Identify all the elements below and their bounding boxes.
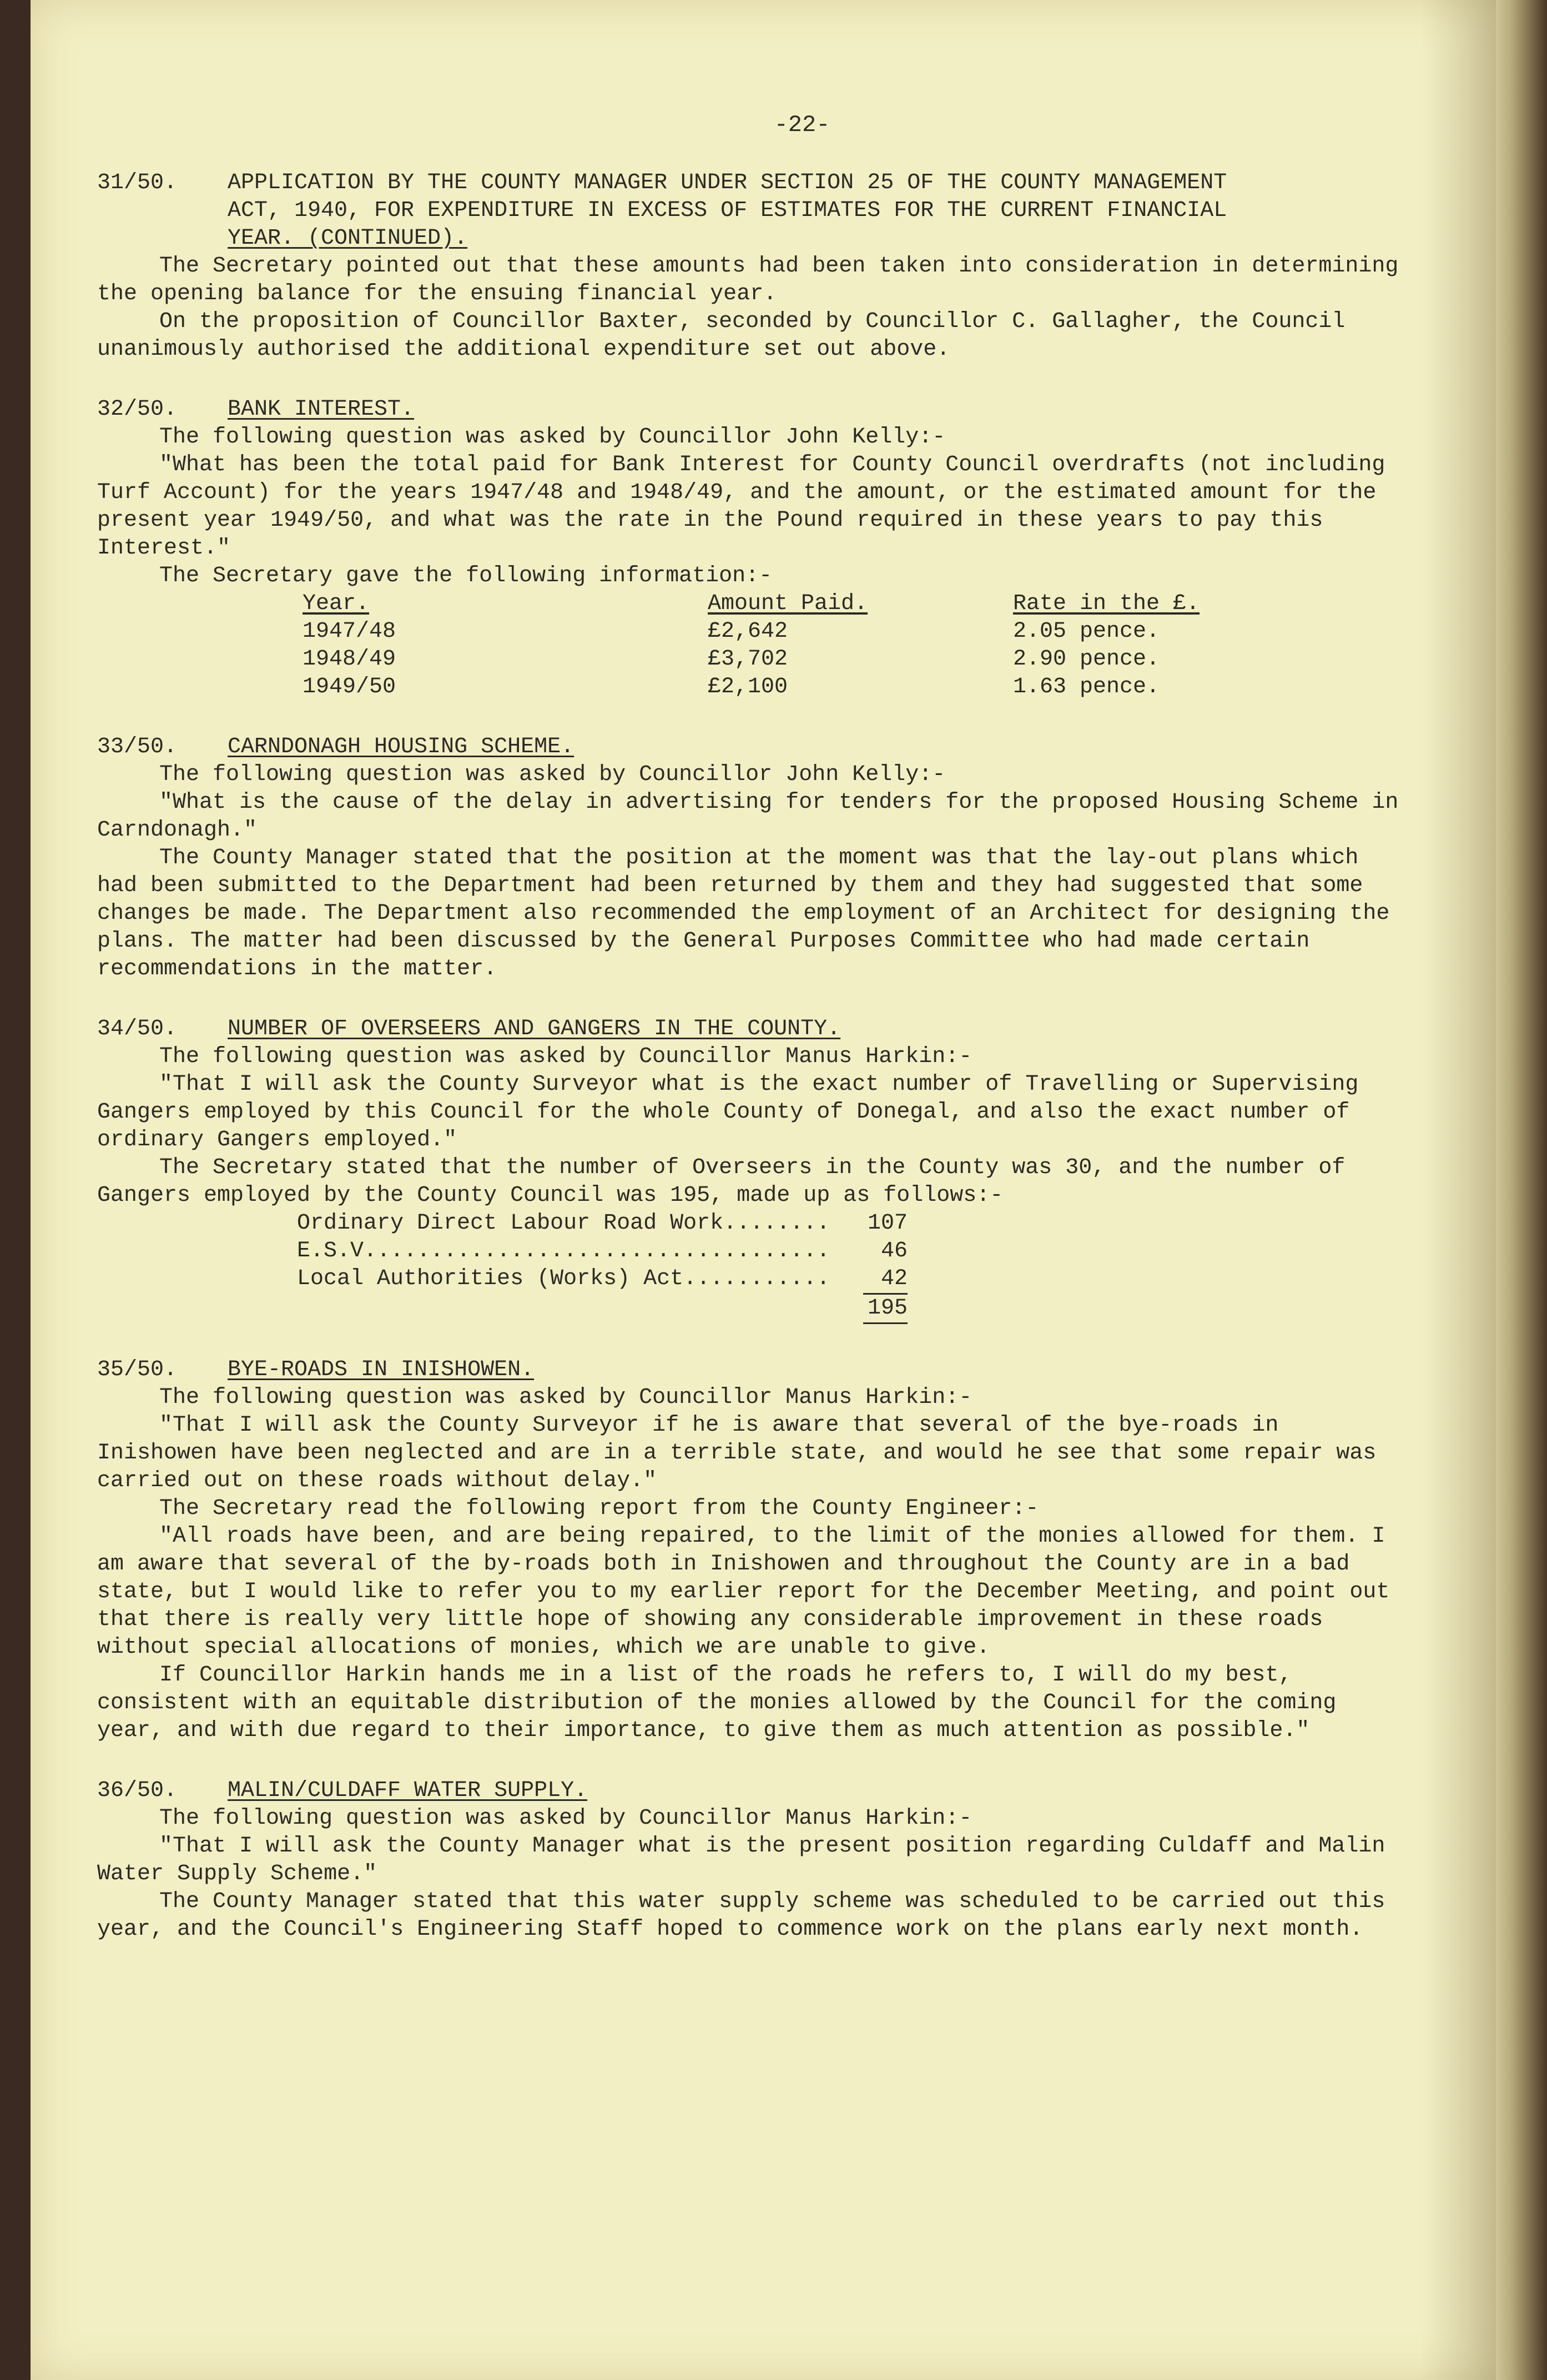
breakdown-label: E.S.V................................... (297, 1239, 830, 1264)
table-cell: £2,642 (708, 619, 788, 644)
paragraph: The County Manager stated that this water supply scheme was scheduled to be carried out this year, and the Council's Engineering Staff hoped to commence work on the plans early next month. (97, 1889, 1385, 1942)
quoted-question: "That I will ask the County Surveyor what is the exact number of Travelling or Supervising Gangers employed by this Council for the whole County of Donegal, and also the exact number of ordinary Gangers employed." (97, 1072, 1359, 1153)
item-title-line: APPLICATION BY THE COUNTY MANAGER UNDER SECTION 25 OF THE COUNTY MANAGEMENT (228, 170, 1227, 195)
item-title: BANK INTEREST. (228, 397, 415, 422)
item-title: NUMBER OF OVERSEERS AND GANGERS IN THE COUNTY. (228, 1017, 841, 1041)
table-cell: 1948/49 (303, 647, 396, 672)
item-32-50 (97, 396, 1407, 701)
item-number: 31/50. (97, 170, 178, 195)
item-34-50 (97, 1015, 1407, 1324)
paragraph: The following question was asked by Councillor John Kelly:- (159, 425, 946, 450)
quoted-question: "That I will ask the County Surveyor if he is aware that several of the bye-roads in Inishowen have been neglected and are in a terrible state, and would he see that some repair was carried out on these roads without delay." (97, 1413, 1377, 1493)
binding-shadow (1421, 0, 1496, 2380)
table-header: Year. (303, 591, 370, 616)
list-item (297, 1293, 1407, 1324)
item-title: MALIN/CULDAFF WATER SUPPLY. (228, 1778, 588, 1803)
bank-interest-table (303, 590, 1235, 701)
table-cell: £3,702 (708, 647, 788, 672)
table-header: Rate in the £. (1013, 591, 1200, 616)
item-35-50 (97, 1356, 1407, 1745)
breakdown-total: 195 (863, 1293, 908, 1324)
minutes-content (97, 111, 1407, 1976)
paragraph: The Secretary gave the following information:- (159, 563, 773, 588)
table-cell: 2.05 pence. (1013, 619, 1160, 644)
engineer-report: If Councillor Harkin hands me in a list of the roads he refers to, I will do my best, consistent with an equitable distribution of the monies allowed by the Council for the coming year, and with due regard to their importance, to give them as much attention as possible." (97, 1663, 1337, 1743)
breakdown-value: 107 (867, 1211, 908, 1236)
engineer-report: "All roads have been, and are being repaired, to the limit of the monies allowed for them. I am aware that several of the by-roads both in Inishowen and throughout the County are in a bad state, but I would like to refer you to my earlier report for the December Meeting, and point out that there is really very little hope of showing any considerable improvement in these roads without special allocations of monies, which we are unable to give. (97, 1524, 1390, 1660)
item-33-50 (97, 733, 1407, 983)
item-number: 32/50. (97, 397, 178, 422)
table-cell: 1.63 pence. (1013, 675, 1160, 700)
item-number: 33/50. (97, 734, 178, 759)
page-number: -22- (774, 112, 830, 138)
item-title: BYE-ROADS IN INISHOWEN. (228, 1357, 535, 1382)
paragraph: The Secretary stated that the number of Overseers in the County was 30, and the number of Gangers employed by the County Council was 195, made up as follows:- (97, 1155, 1346, 1208)
paragraph: The following question was asked by Councillor Manus Harkin:- (159, 1044, 972, 1069)
item-number: 35/50. (97, 1357, 178, 1382)
list-item (297, 1210, 1407, 1237)
item-title-line: YEAR. (CONTINUED). (228, 226, 468, 251)
paragraph: The County Manager stated that the position at the moment was that the lay-out plans which had been submitted to the Department had been returned by them and they had suggested that some changes be made. The Department also recommended the employment of an Architect for designing the plans. The matter had been discussed by the General Purposes Committee who had made certain recommendations in the matter. (97, 846, 1390, 982)
table-header: Amount Paid. (708, 591, 868, 616)
quoted-question: "What has been the total paid for Bank Interest for County Council overdrafts (not including Turf Account) for the years 1947/48 and 1948/49, and the amount, or the estimated amount for the present year 1949/50, and what was the rate in the Pound required in these years to pay this Interest." (97, 452, 1385, 561)
item-number: 36/50. (97, 1778, 178, 1803)
item-number: 34/50. (97, 1017, 178, 1041)
item-title: CARNDONAGH HOUSING SCHEME. (228, 734, 575, 759)
item-title-line: ACT, 1940, FOR EXPENDITURE IN EXCESS OF ESTIMATES FOR THE CURRENT FINANCIAL (228, 198, 1227, 223)
quoted-question: "That I will ask the County Manager what is the present position regarding Culdaff and Malin Water Supply Scheme." (97, 1834, 1385, 1886)
table-row (303, 618, 1235, 646)
breakdown-label: Ordinary Direct Labour Road Work........ (297, 1211, 830, 1236)
breakdown-value: 46 (880, 1239, 908, 1264)
paragraph: The following question was asked by Councillor Manus Harkin:- (159, 1806, 972, 1831)
paragraph: The following question was asked by Councillor John Kelly:- (159, 762, 946, 787)
table-cell: 1949/50 (303, 675, 396, 700)
page-edges (1496, 0, 1547, 2380)
table-cell: £2,100 (708, 675, 788, 700)
table-row (303, 646, 1235, 673)
paragraph: On the proposition of Councillor Baxter, seconded by Councillor C. Gallagher, the Council unanimously authorised the additional expenditure set out above. (97, 309, 1346, 362)
paragraph: The following question was asked by Councillor Manus Harkin:- (159, 1385, 972, 1410)
table-cell: 2.90 pence. (1013, 647, 1160, 672)
list-item (297, 1237, 1407, 1265)
table-row (303, 673, 1235, 701)
item-31-50 (97, 169, 1407, 364)
breakdown-label: Local Authorities (Works) Act........... (297, 1266, 830, 1291)
item-36-50 (97, 1777, 1407, 1944)
gangers-breakdown (297, 1210, 1407, 1324)
quoted-question: "What is the cause of the delay in advertising for tenders for the proposed Housing Scheme in Carndonagh." (97, 790, 1399, 843)
list-item (297, 1265, 1407, 1293)
paragraph: The Secretary pointed out that these amounts had been taken into consideration in determining the opening balance for the ensuing financial year. (97, 254, 1399, 306)
breakdown-value: 42 (880, 1266, 908, 1291)
table-cell: 1947/48 (303, 619, 396, 644)
paragraph: The Secretary read the following report from the County Engineer:- (159, 1496, 1039, 1521)
